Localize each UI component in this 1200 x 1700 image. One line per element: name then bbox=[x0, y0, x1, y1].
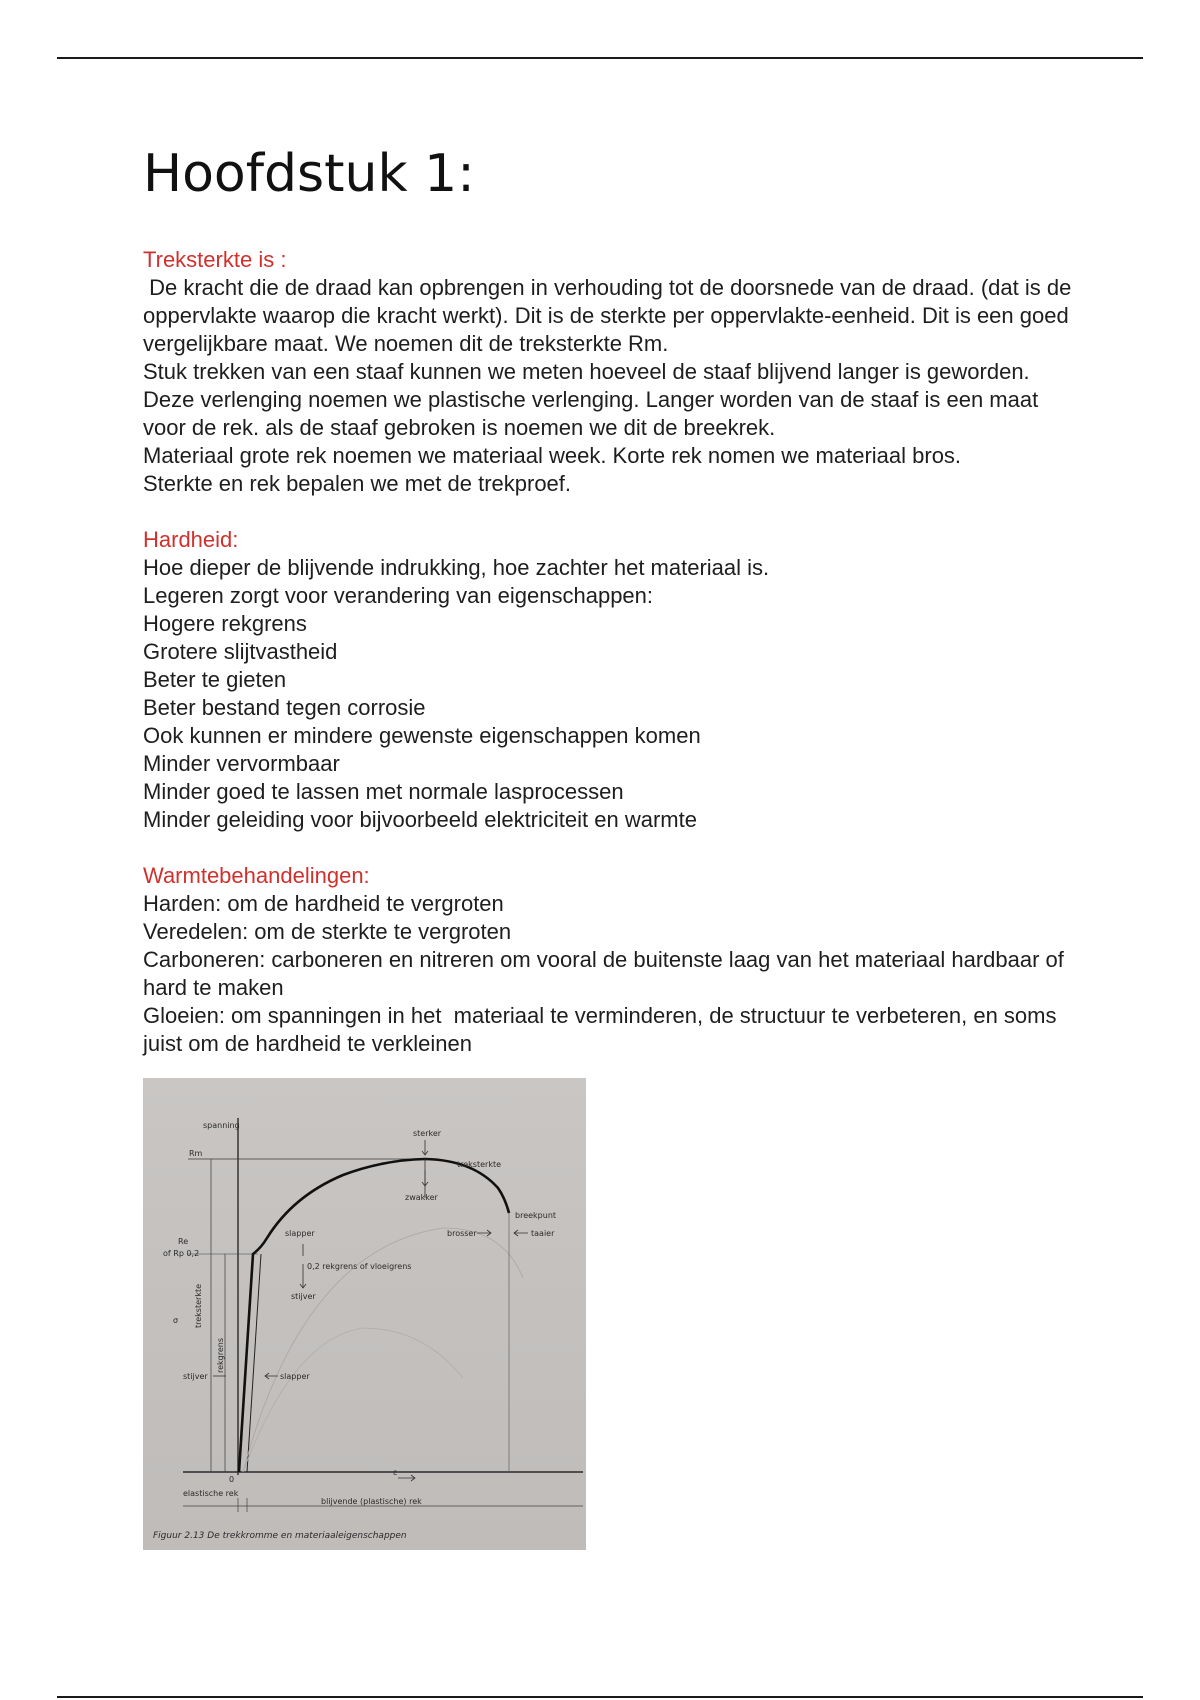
text-line: Minder goed te lassen met normale lasprocessen bbox=[143, 779, 624, 804]
section-hardheid bbox=[143, 526, 1083, 834]
document-body bbox=[143, 138, 1083, 1086]
text-line: Harden: om de hardheid te vergroten bbox=[143, 891, 504, 916]
breekpunt-label: breekpunt bbox=[515, 1211, 557, 1220]
text-line: Legeren zorgt voor verandering van eigenschappen: bbox=[143, 583, 654, 608]
section-warmtebehandelingen bbox=[143, 862, 1083, 1058]
stijver-top-label: stijver bbox=[291, 1292, 316, 1301]
faint-curve bbox=[243, 1328, 463, 1472]
sterker-arrow-icon bbox=[422, 1140, 428, 1155]
text-line: Carboneren: carboneren en nitreren om vooral de buitenste laag van het materiaal hardbaar of hard te maken bbox=[143, 947, 1064, 1000]
zwakker-label: zwakker bbox=[405, 1193, 438, 1202]
paragraph: Materiaal grote rek noemen we materiaal week. Korte rek nomen we materiaal bros. bbox=[143, 443, 962, 468]
rekgrens-note-label: 0,2 rekgrens of vloeigrens bbox=[307, 1262, 412, 1271]
rekgrens-arrow-icon bbox=[300, 1244, 306, 1288]
text-line: Beter te gieten bbox=[143, 667, 287, 692]
rekgrens-vertical-label: rekgrens bbox=[216, 1337, 225, 1373]
stijver-label: stijver bbox=[183, 1372, 208, 1381]
figure-caption: Figuur 2.13 De trekkromme en materiaaleigenschappen bbox=[153, 1531, 407, 1541]
zwakker-arrow-icon bbox=[422, 1170, 428, 1186]
top-rule bbox=[57, 57, 1143, 59]
paragraph: Sterkte en rek bepalen we met de trekproef. bbox=[143, 471, 572, 496]
brosser-label: brosser bbox=[447, 1229, 477, 1238]
re-label: Re bbox=[178, 1237, 189, 1246]
y-axis-label: spanning bbox=[203, 1121, 240, 1130]
text-line: Grotere slijtvastheid bbox=[143, 639, 338, 664]
bottom-rule bbox=[57, 1696, 1143, 1698]
section-title: Warmtebehandelingen: bbox=[143, 863, 370, 888]
text-line: Beter bestand tegen corrosie bbox=[143, 695, 426, 720]
slapper-top-label: slapper bbox=[285, 1229, 315, 1238]
text-line: Hogere rekgrens bbox=[143, 611, 307, 636]
treksterkte-vertical-label: treksterkte bbox=[194, 1283, 203, 1328]
taaier-arrow-icon bbox=[514, 1230, 528, 1236]
text-line: Ook kunnen er mindere gewenste eigenschappen komen bbox=[143, 723, 701, 748]
elastic-line bbox=[247, 1254, 261, 1472]
text-line: Gloeien: om spanningen in het materiaal te verminderen, de structuur te verbeteren, en soms juist om de hardheid te verkleinen bbox=[143, 1003, 1063, 1056]
epsilon-label: ε bbox=[393, 1468, 398, 1477]
tensile-curve-photo bbox=[143, 1078, 586, 1550]
origin-label: 0 bbox=[229, 1475, 235, 1484]
text-line: Veredelen: om de sterkte te vergroten bbox=[143, 919, 512, 944]
section-title: Treksterkte is : bbox=[143, 247, 287, 272]
blijvende-rek-label: blijvende (plastische) rek bbox=[321, 1497, 422, 1506]
paragraph: De kracht die de draad kan opbrengen in verhouding tot de doorsnede van de draad. (dat is de oppervlakte waarop die kracht werkt). Dit is de sterkte per oppervlakte-eenheid. Dit is een goed vergelijkbare maat. We noemen dit de treksterkte Rm. bbox=[143, 275, 1078, 356]
page-heading: Hoofdstuk 1: bbox=[143, 144, 475, 204]
text-line: Minder vervormbaar bbox=[143, 751, 340, 776]
slapper-arrow-icon bbox=[265, 1373, 278, 1379]
text-line: Hoe dieper de blijvende indrukking, hoe zachter het materiaal is. bbox=[143, 555, 770, 580]
slapper-label: slapper bbox=[280, 1372, 310, 1381]
epsilon-arrow-icon bbox=[398, 1475, 415, 1481]
section-title: Hardheid: bbox=[143, 527, 239, 552]
section-treksterkte bbox=[143, 246, 1083, 498]
text-line: Minder geleiding voor bijvoorbeeld elektriciteit en warmte bbox=[143, 807, 697, 832]
paragraph: Stuk trekken van een staaf kunnen we meten hoeveel de staaf blijvend langer is geworden. Deze verlenging noemen we plastische verlenging. Langer worden van de staaf is een maat voor de rek. als de staaf gebroken is noemen we dit de breekrek. bbox=[143, 359, 1039, 440]
tensile-curve bbox=[239, 1159, 509, 1472]
elastische-rek-label: elastische rek bbox=[183, 1489, 239, 1498]
taaier-label: taaier bbox=[531, 1229, 555, 1238]
brosser-arrow-icon bbox=[477, 1230, 491, 1236]
rm-label: Rm bbox=[189, 1149, 203, 1158]
treksterkte-label: treksterkte bbox=[457, 1160, 502, 1169]
sigma-label: σ bbox=[173, 1316, 179, 1325]
sterker-label: sterker bbox=[413, 1129, 442, 1138]
tensile-curve-drawing bbox=[143, 1078, 586, 1550]
rp-label: of Rp 0,2 bbox=[163, 1249, 200, 1258]
